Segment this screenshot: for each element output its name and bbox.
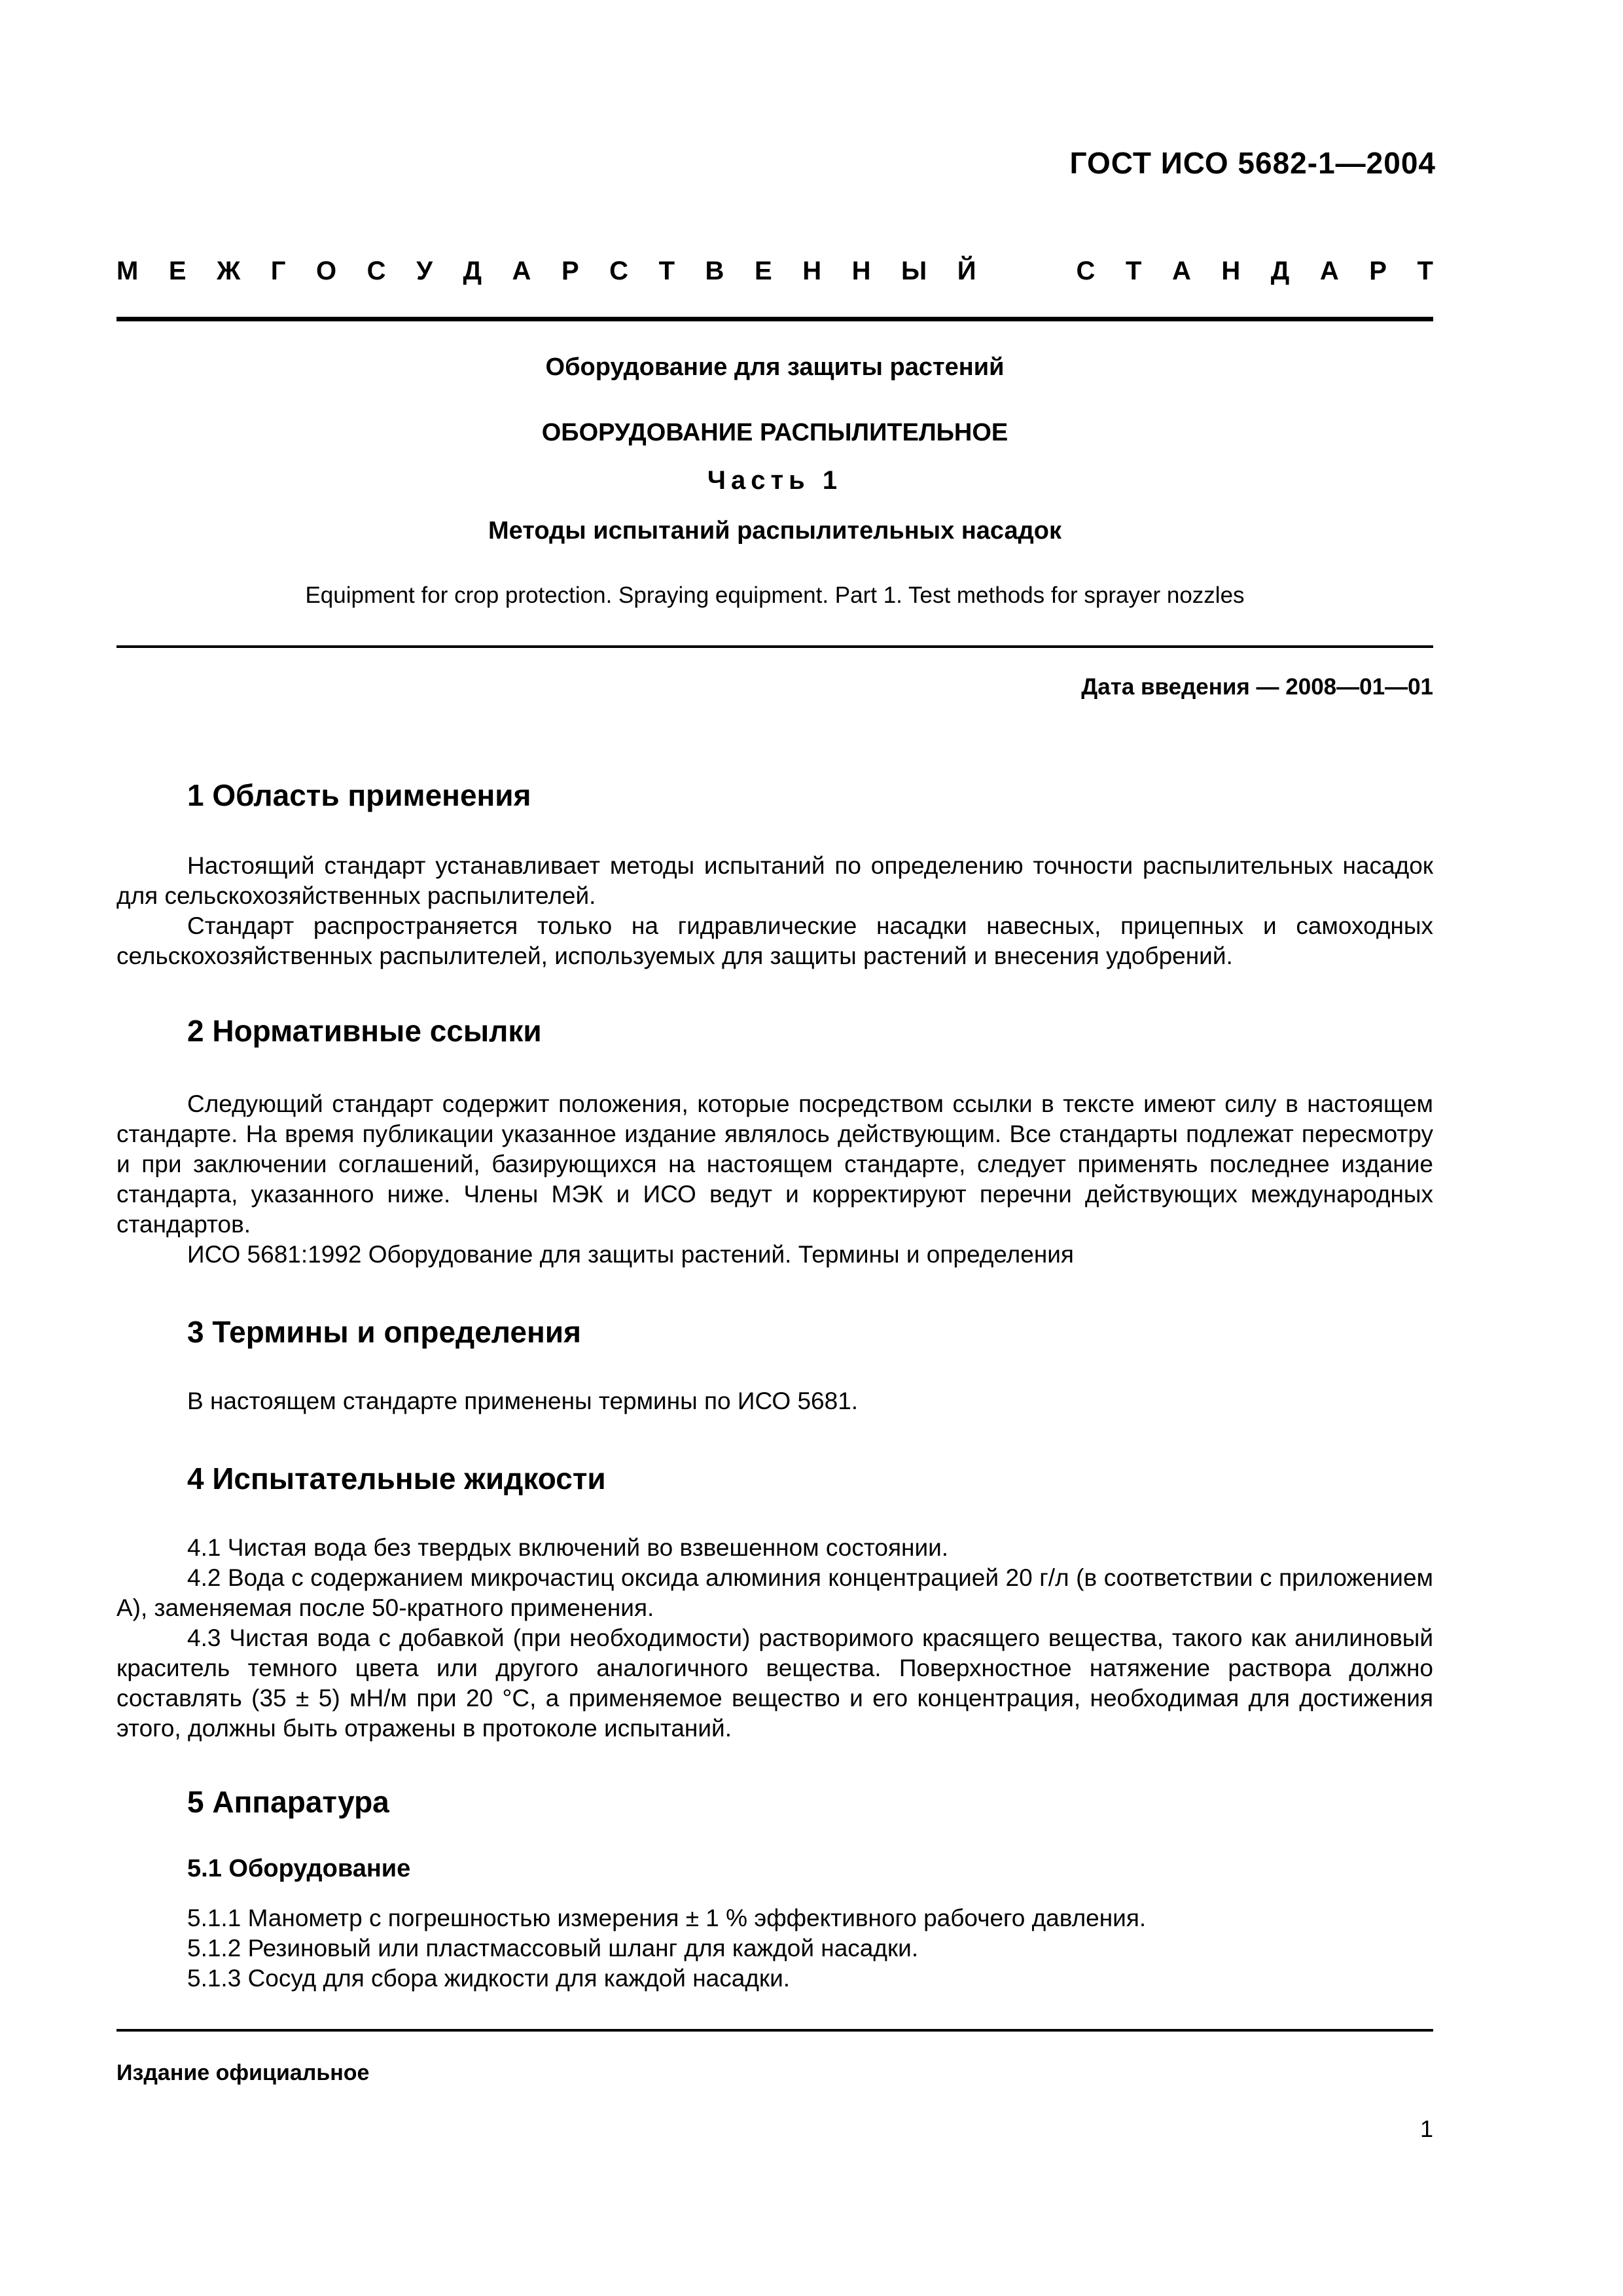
section-2-paragraph-1: Следующий стандарт содержит положения, которые посредством ссылки в тексте имеют силу в настоящем стандарте. На время публикации указанное издание являлось действующим. Все стандарты подлежат пересмотру и при заключении соглашений, базирующихся на настоящем стандарте, следует применять последнее издание стандарта, указанного ниже. Члены МЭК и ИСО ведут и корректируют перечни действующих международных стандартов. [116, 1090, 1433, 1238]
heading-letter: Т [1417, 257, 1433, 285]
title-main: ОБОРУДОВАНИЕ РАСПЫЛИТЕЛЬНОЕ [541, 419, 1008, 446]
section-5-title: 5 Аппаратура [187, 1785, 389, 1819]
heading-letter: Н [802, 257, 822, 285]
footer-divider [116, 2029, 1433, 2032]
heading-letter: А [1171, 257, 1191, 285]
heading-letter: Т [1125, 257, 1142, 285]
section-4-item-2: 4.2 Вода с содержанием микрочастиц оксида алюминия концентрацией 20 г/л (в соответствии с приложением А), заменяемая после 50-кратного применения. [116, 1564, 1433, 1621]
heading-letter: Д [1270, 257, 1290, 285]
heading-letter: С [366, 257, 386, 285]
heading-letter: А [512, 257, 531, 285]
official-edition-label: Издание официальное [116, 2060, 370, 2085]
heading-letter: Р [561, 257, 579, 285]
introduction-date: Дата введения — 2008—01—01 [1081, 674, 1433, 700]
heading-letter: Н [851, 257, 871, 285]
heading-letter: Г [270, 257, 286, 285]
heading-letter: М [116, 257, 139, 285]
section-3-title: 3 Термины и определения [187, 1315, 581, 1349]
section-4-item-1: 4.1 Чистая вода без твердых включений во взвешенном состоянии. [187, 1534, 949, 1561]
heading-letter: Ж [217, 257, 241, 285]
title-divider [116, 645, 1433, 648]
heading-letter: С [609, 257, 629, 285]
subsection-5-1-title: 5.1 Оборудование [187, 1855, 411, 1882]
page-number: 1 [1419, 2115, 1433, 2142]
word-gap [1007, 257, 1046, 286]
heading-letter: А [1319, 257, 1339, 285]
section-3-paragraph-1: В настоящем стандарте применены термины по ИСО 5681. [187, 1388, 859, 1414]
heading-letter: Т [658, 257, 675, 285]
section-4-title: 4 Испытательные жидкости [187, 1462, 606, 1496]
section-5-item-2: 5.1.2 Резиновый или пластмассовый шланг для каждой насадки. [187, 1935, 919, 1962]
title-subtitle: Методы испытаний распылительных насадок [488, 517, 1061, 545]
section-4-item-3: 4.3 Чистая вода с добавкой (при необходимости) растворимого красящего вещества, такого как анилиновый краситель темного цвета или другого аналогичного вещества. Поверхностное натяжение раствора должно составлять (35 ± 5) мН/м при 20 °С, а применяемое вещество и его концентрация, необходимая для достижения этого, должны быть отражены в протоколе испытаний. [116, 1624, 1433, 1742]
title-subject: Оборудование для защиты растений [545, 353, 1005, 381]
heading-letter: Е [168, 257, 187, 285]
heading-letter: О [315, 257, 337, 285]
title-part: Часть 1 [707, 466, 843, 495]
heading-letter: Н [1221, 257, 1241, 285]
heading-letter: В [705, 257, 724, 285]
document-number: ГОСТ ИСО 5682-1—2004 [1069, 146, 1436, 180]
heading-letter: Р [1369, 257, 1387, 285]
section-1-paragraph-1: Настоящий стандарт устанавливает методы испытаний по определению точности распылительных насадок для сельскохозяйственных распылителей. [116, 852, 1433, 909]
section-1-paragraph-2: Стандарт распространяется только на гидравлические насадки навесных, прицепных и самоходных сельскохозяйственных распылителей, используемых для защиты растений и внесения удобрений. [116, 912, 1433, 969]
heading-letter: Ы [901, 257, 927, 285]
heading-letter: Д [463, 257, 482, 285]
heading-divider [116, 317, 1433, 321]
interstate-standard-heading [116, 257, 1433, 286]
section-2-reference: ИСО 5681:1992 Оборудование для защиты растений. Термины и определения [187, 1241, 1074, 1268]
heading-letter: У [416, 257, 433, 285]
heading-letter: Е [754, 257, 772, 285]
section-2-title: 2 Нормативные ссылки [187, 1014, 542, 1048]
title-english: Equipment for crop protection. Spraying equipment. Part 1. Test methods for sprayer nozzles [305, 583, 1245, 608]
section-5-item-3: 5.1.3 Сосуд для сбора жидкости для каждой насадки. [187, 1965, 791, 1992]
section-1-title: 1 Область применения [187, 778, 531, 812]
heading-letter: С [1076, 257, 1096, 285]
heading-letter: Й [957, 257, 976, 285]
section-5-item-1: 5.1.1 Манометр с погрешностью измерения ± 1 % эффективного рабочего давления. [187, 1905, 1147, 1931]
